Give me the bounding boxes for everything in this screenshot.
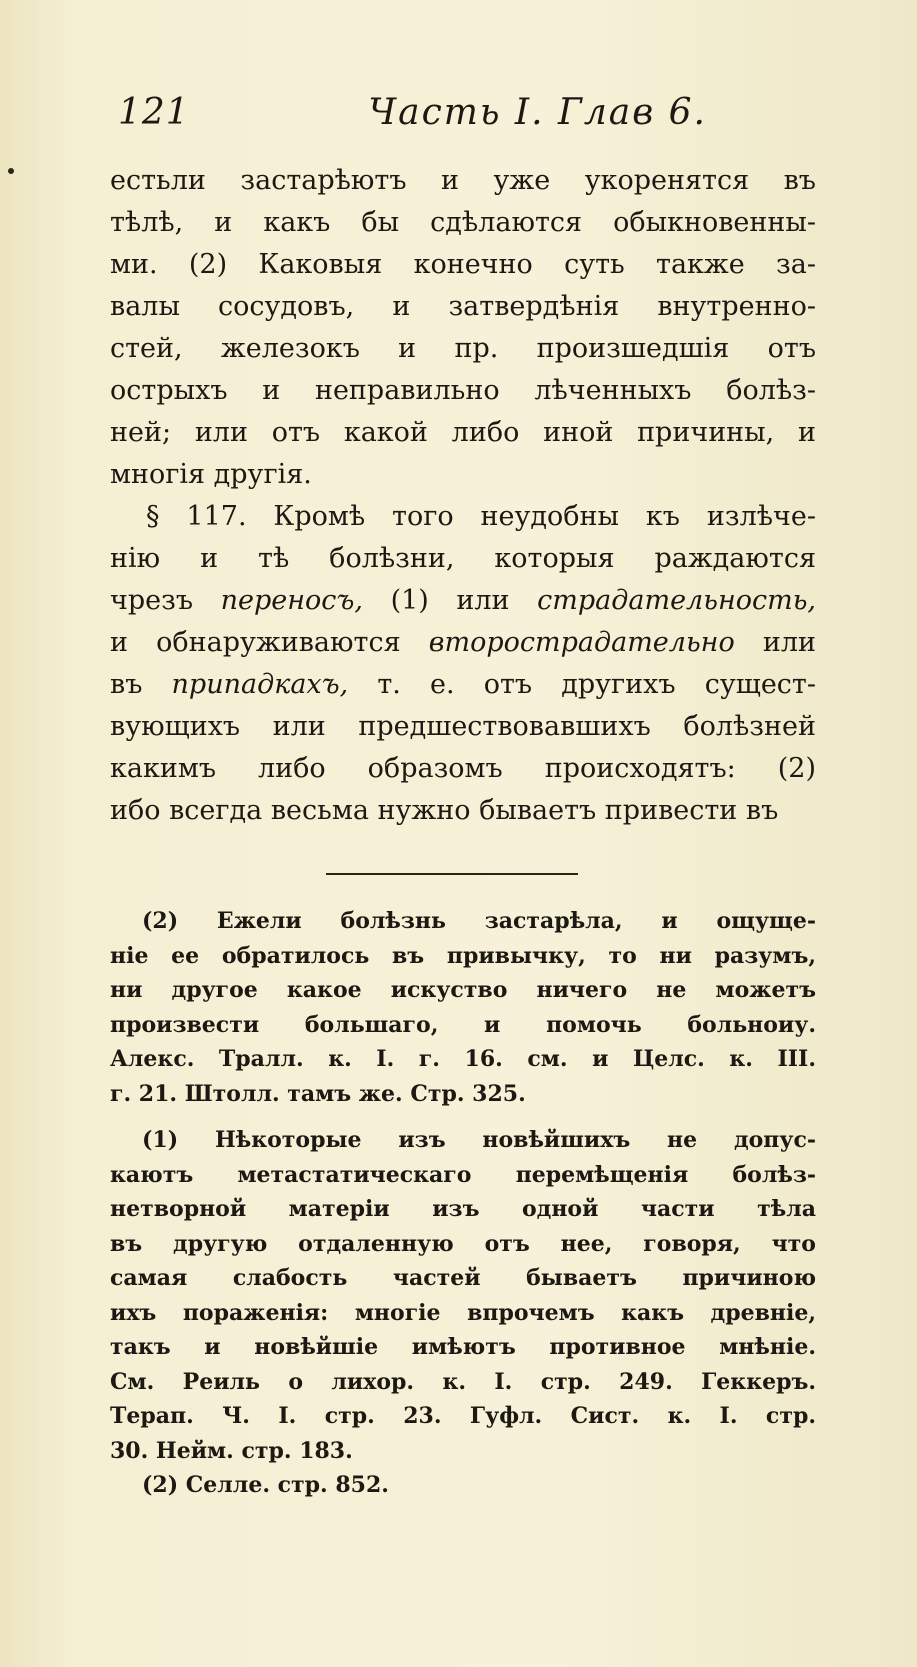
text-line: валы сосудовъ, и затвердѣнія внутренно- [110,291,816,322]
text-span: и обнаруживаются [110,627,429,658]
italic-term: припадкахъ, [171,669,349,700]
footnote-line: произвести большаго, и помочь больноиу. [110,1011,816,1038]
text-line [110,664,816,706]
footnote-line: ихъ пораженія: многіе впрочемъ какъ древніе, [110,1299,816,1326]
page-header [118,92,707,142]
footnote-line: нетворной матеріи изъ одной части тѣла [110,1196,816,1222]
footnote-line: ни другое какое искуство ничего не можетъ [110,977,816,1003]
footnote-line: въ другую отдаленную отъ нее, говоря, что [110,1230,816,1257]
text-line: какимъ либо образомъ происходятъ: (2) [110,753,816,784]
text-line: стей, железокъ и пр. произшедшія отъ [110,333,816,364]
footnote-line: (2) Селле. стр. 852. [142,1472,389,1498]
footnote-line: каютъ метастатическаго перемѣщенія болѣз- [110,1161,816,1188]
text-span: т. е. отъ другихъ сущест- [348,669,816,700]
text-line: многія другія. [110,459,312,490]
text-span: или [734,627,816,658]
footnote-line: г. 21. Штолл. тамъ же. Стр. 325. [110,1080,526,1107]
text-line: острыхъ и неправильно лѣченныхъ болѣз- [110,375,816,406]
text-span: въ [110,669,172,700]
italic-term: страдательность, [537,585,816,616]
footnote-line: ніе ее обратилось въ привычку, то ни разумъ, [110,942,816,969]
text-line [110,622,816,664]
footnote-1 [110,1123,816,1468]
text-line: ибо всегда весьма нужно бываетъ привести въ [110,795,779,826]
text-span: чрезъ [110,585,221,616]
footnote-line: Терап. Ч. I. стр. 23. Гуфл. Сист. к. I. стр. [110,1403,816,1429]
text-span: (1) или [362,585,538,616]
footnote-line: такъ и новѣйшіе имѣютъ противное мнѣніе. [110,1334,816,1360]
running-title: Часть I. Глав 6. [368,92,707,133]
footnote-separator [326,873,578,875]
footnote-2-second [110,1468,816,1503]
text-line: нію и тѣ болѣзни, которыя раждаются [110,543,816,574]
footnote-2-first [110,904,816,1111]
text-line: вующихъ или предшествовавшихъ болѣзней [110,711,816,742]
footnote-line: См. Реиль о лихор. к. I. стр. 249. Геккеръ. [110,1368,816,1395]
footnote-line: (2) Ежели болѣзнь застарѣла, и ощуще- [142,908,816,934]
footnote-line: (1) Нѣкоторые изъ новѣйшихъ не допус- [142,1127,816,1153]
footnote-line: 30. Нейм. стр. 183. [110,1437,353,1464]
footnote-line: самая слабость частей бываетъ причиною [110,1265,816,1291]
ink-spot [8,168,14,174]
text-line: тѣлѣ, и какъ бы сдѣлаются обыкновенны- [110,207,816,238]
text-line: ней; или отъ какой либо иной причины, и [110,417,816,448]
main-text [110,160,816,832]
text-line: ми. (2) Каковыя конечно суть также за- [110,249,816,280]
italic-term: переносъ, [220,585,363,616]
text-line: естьли застарѣютъ и уже укоренятся въ [110,165,816,196]
page-number: 121 [118,92,190,133]
footnote-line: Алекс. Тралл. к. I. г. 16. см. и Целс. к. III. [110,1046,816,1072]
text-line [110,580,816,622]
footnotes [110,904,816,1503]
italic-term: вторострадательно [428,627,735,658]
section-117-heading-line: § 117. Кромѣ того неудобны къ излѣче- [146,501,816,532]
